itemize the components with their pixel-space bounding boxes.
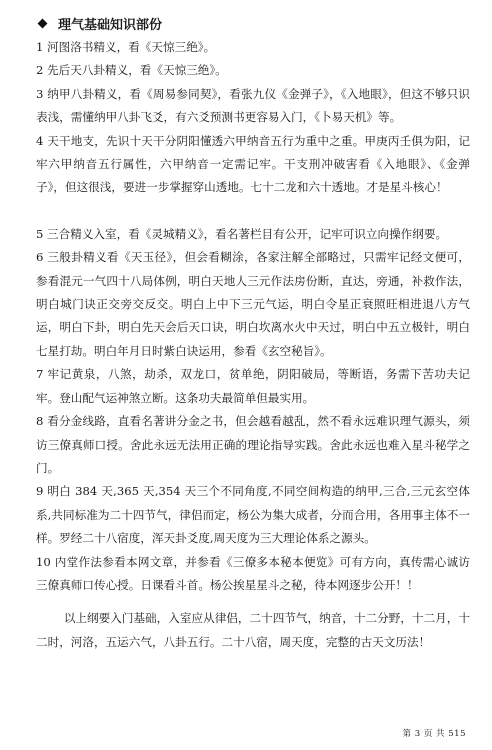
- section-heading: [36, 12, 470, 34]
- diamond-bullet-icon: [38, 18, 48, 28]
- list-item-1: 1 河图洛书精义，看《天惊三绝》。: [36, 40, 216, 54]
- list-item-9: 9 明白 384 天,365 天,354 天三个不同角度,不同空间构造的纳甲,三合,三元玄空体系,共同标准为二十四节气，律侣而定，杨公为集大成者，分而合用，各用事主体不一样。罗经二十八宿度，浑天卦爻度,周天度为三大理论体系之源头。: [36, 484, 470, 546]
- paragraph-gap: [36, 200, 470, 223]
- list-item-5: 5 三合精义入室，看《灵城精义》，看名著栏目有公开，记牢可识立向操作纲要。: [36, 226, 448, 241]
- list-item-6: 6 三般卦精义看《天玉径》，但会看糊涂，各家注解全部略过，只需牢记经文便可，参看混元一气四十八局体例，明白天地人三元作法房份断，直达，旁通，补救作法，明白城门诀正交旁交反交。明白上中下三元气运，明白令星正衰照旺相进退八方气运，明白下卦，明白先天会后天口诀，明白坎离水火中天过，明白中五立极针，明白七星打劫。明白年月日时紫白诀运用，参看《玄空秘旨》。: [36, 250, 470, 358]
- list-item-3: 3 纳甲八卦精义，看《周易参同契》，看张九仪《金弹子》，《入地眼》，但这不够只识表浅，需懂纳甲八卦飞爻，有六爻预测书更容易入门，《卜易天机》等。: [36, 86, 470, 125]
- list-item-2: 2 先后天八卦精义，看《天惊三绝》。: [36, 63, 227, 78]
- list-item-8: 8 看分金线路，直看名著讲分金之书，但会越看越乱，然不看永远难识理气源头，须访三僚真师口授。舍此永远无法用正确的理论指导实践。舍此永远也难入星斗秘学之门。: [36, 414, 470, 475]
- paragraph-gap: [36, 597, 470, 607]
- list-item-10: 10 内堂作法参看本网文章，并参看《三僚多本秘本便览》可有方向，真传需心诚访三僚真师口传心授。日课看斗首。杨公挨星星斗之秘，待本网逐步公开！！: [36, 554, 470, 592]
- list-item-4: 4 天干地支，先识十天干分阴阳懂透六甲纳音五行为重中之重。甲庚丙壬俱为阳，记牢六甲纳音五行属性，六甲纳音一定需记牢。干支刑冲破害看《入地眼》、《金弹子》，但这很浅，要进一步掌握穿山透地。七十二龙和六十透地。才是星斗核心！: [36, 133, 470, 195]
- page-number-footer: 第 3 页 共 515: [402, 729, 466, 739]
- list-item-7: 7 牢记黄泉，八煞，劫杀，双龙口，贫单绝，阴阳破局，等断语，务需下苦功夫记牢。登山配气运神煞立断。这条功夫最简单但最实用。: [36, 367, 470, 405]
- section-heading-text: 理气基础知识部份: [58, 17, 163, 33]
- summary-paragraph: 以上纲要入门基础，入室应从律侣，二十四节气，纳音，十二分野，十二月，十二时，河洛，五运六气，八卦五行。二十八宿，周天度，完整的古天文历法！: [36, 611, 470, 649]
